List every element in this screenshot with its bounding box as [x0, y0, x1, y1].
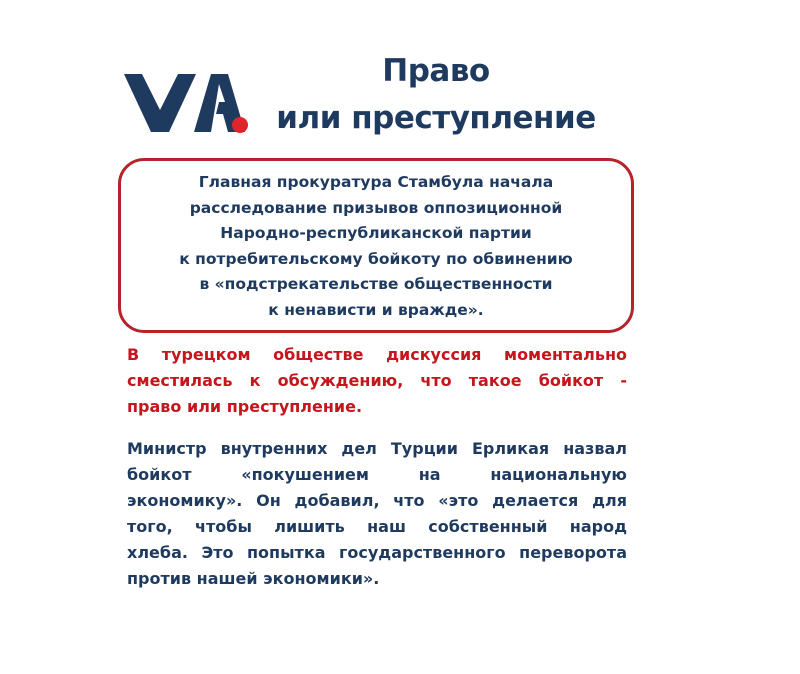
word: бойкот [538, 371, 604, 390]
word: Министр [127, 439, 207, 458]
word: чтобы [195, 517, 252, 536]
word: назвал [563, 439, 627, 458]
word: на [418, 465, 441, 484]
box-line-5: в «подстрекательстве общественности [199, 275, 553, 293]
word: делается [492, 491, 579, 510]
word: В [127, 345, 140, 364]
navy-paragraph [127, 436, 627, 592]
box-line-3: Народно-республиканской партии [220, 224, 532, 242]
word: лишить [274, 517, 345, 536]
red-line-1 [127, 342, 627, 368]
box-line-1: Главная прокуратура Стамбула начала [198, 173, 554, 191]
va-logo-graphic [122, 56, 260, 146]
word: добавил, [294, 491, 380, 510]
word: переворота [519, 543, 627, 562]
word: - [620, 371, 627, 390]
navy-line-4 [127, 514, 627, 540]
red-line-3: право или преступление. [127, 397, 363, 416]
word: хлеба. [127, 543, 188, 562]
word: того, [127, 517, 173, 536]
word: «покушением [241, 465, 369, 484]
word: Это [201, 543, 234, 562]
word: Он [256, 491, 281, 510]
word: бойкот [127, 465, 192, 484]
navy-line-2 [127, 462, 627, 488]
word: экономику». [127, 491, 243, 510]
word: Турции [390, 439, 458, 458]
navy-line-5 [127, 540, 627, 566]
title-line-2: или преступление [276, 100, 596, 136]
word: наш [367, 517, 406, 536]
word: Ерликая [471, 439, 550, 458]
word: сместилась [127, 371, 233, 390]
logo-letter-v [124, 74, 196, 132]
box-line-6: к ненависти и вражде». [268, 300, 484, 319]
word: национальную [490, 465, 627, 484]
word: моментально [503, 345, 627, 364]
word: для [592, 491, 627, 510]
word: попытка [246, 543, 326, 562]
word: дел [341, 439, 377, 458]
box-line-2: расследование призывов оппозиционной [189, 198, 563, 217]
word: народ [569, 517, 627, 536]
word: турецком [161, 345, 251, 364]
red-line-2 [127, 368, 627, 394]
word: что [420, 371, 452, 390]
word: собственный [428, 517, 548, 536]
highlight-box [118, 158, 634, 333]
logo-red-dot [232, 117, 248, 133]
word: обсуждению, [277, 371, 404, 390]
word: что [393, 491, 425, 510]
word: такое [468, 371, 522, 390]
word: дискуссия [386, 345, 482, 364]
title-line-1: Право [382, 53, 490, 89]
word: «это [438, 491, 479, 510]
box-line-4: к потребительскому бойкоту по обвинению [179, 249, 573, 268]
navy-line-1 [127, 436, 627, 462]
word: обществе [273, 345, 364, 364]
navy-line-6: против нашей экономики». [127, 569, 380, 588]
word: внутренних [220, 439, 328, 458]
word: государственного [339, 543, 506, 562]
page-title [266, 48, 606, 142]
red-paragraph [127, 342, 627, 420]
word: к [249, 371, 261, 390]
va-logo-icon [122, 56, 260, 146]
navy-line-3 [127, 488, 627, 514]
